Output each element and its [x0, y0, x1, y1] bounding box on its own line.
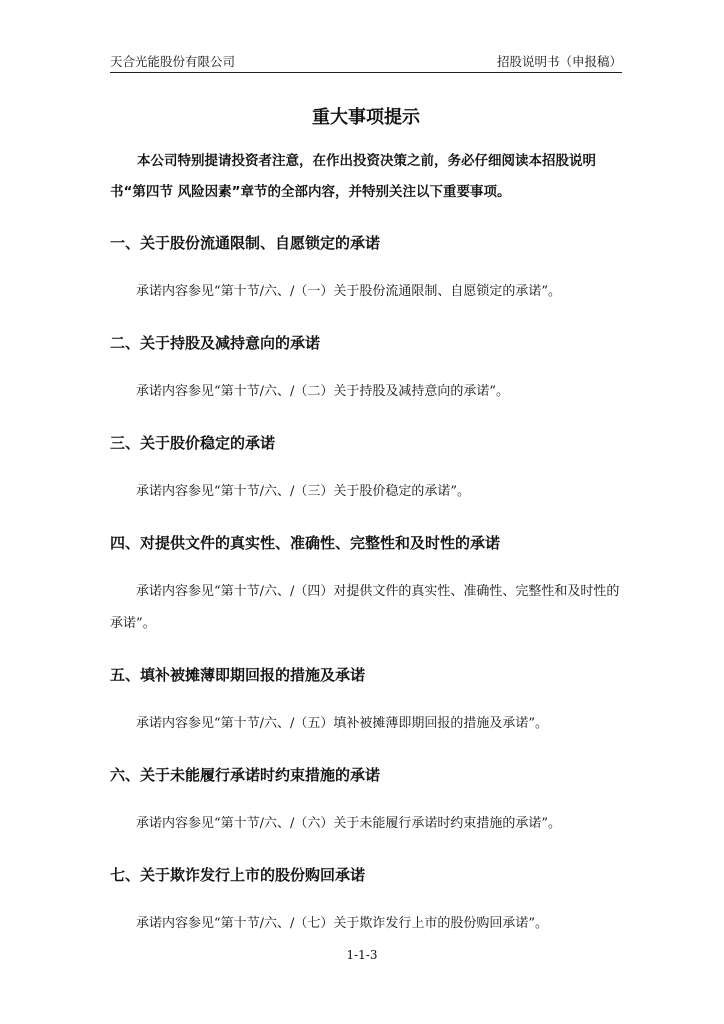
- header-document-type: 招股说明书（申报稿）: [496, 54, 622, 69]
- section-heading: 六、关于未能履行承诺时约束措施的承诺: [110, 766, 381, 784]
- page-footer: [0, 948, 724, 962]
- page-number: 1-1-3: [346, 948, 378, 962]
- section-heading: 五、填补被摊薄即期回报的措施及承诺: [110, 666, 366, 684]
- intro-paragraph: 本公司特别提请投资者注意，在作出投资决策之前，务必仔细阅读本招股说明书“第四节 风险因素”章节的全部内容，并特别关注以下重要事项。: [110, 153, 596, 200]
- section-heading: 二、关于持股及减持意向的承诺: [110, 334, 321, 352]
- section-3: [110, 430, 622, 508]
- section-body: 承诺内容参见“第十节/六、/（三）关于股价稳定的承诺”。: [136, 484, 471, 499]
- section-2: [110, 330, 622, 408]
- section-1: [110, 230, 622, 308]
- section-body: 承诺内容参见“第十节/六、/（六）关于未能履行承诺时约束措施的承诺”。: [136, 816, 562, 831]
- section-6: [110, 762, 622, 840]
- section-heading: 三、关于股价稳定的承诺: [110, 434, 276, 452]
- section-4: [110, 530, 622, 640]
- section-heading: 四、对提供文件的真实性、准确性、完整性和及时性的承诺: [110, 534, 501, 552]
- section-body: 承诺内容参见“第十节/六、/（四）对提供文件的真实性、准确性、完整性和及时性的承诺”。: [110, 584, 620, 631]
- section-body: 承诺内容参见“第十节/六、/（五）填补被摊薄即期回报的措施及承诺”。: [136, 716, 549, 731]
- header-company-name: 天合光能股份有限公司: [110, 54, 236, 69]
- page-title: 重大事项提示: [312, 107, 420, 128]
- section-body: 承诺内容参见“第十节/六、/（一）关于股份流通限制、自愿锁定的承诺”。: [136, 284, 562, 299]
- page-content: [110, 104, 622, 940]
- section-5: [110, 662, 622, 740]
- section-7: [110, 862, 622, 940]
- page-header: [110, 50, 622, 73]
- section-body: 承诺内容参见“第十节/六、/（七）关于欺诈发行上市的股份购回承诺”。: [136, 916, 549, 931]
- section-heading: 一、关于股份流通限制、自愿锁定的承诺: [110, 234, 381, 252]
- section-body: 承诺内容参见“第十节/六、/（二）关于持股及减持意向的承诺”。: [136, 384, 510, 399]
- section-heading: 七、关于欺诈发行上市的股份购回承诺: [110, 866, 366, 884]
